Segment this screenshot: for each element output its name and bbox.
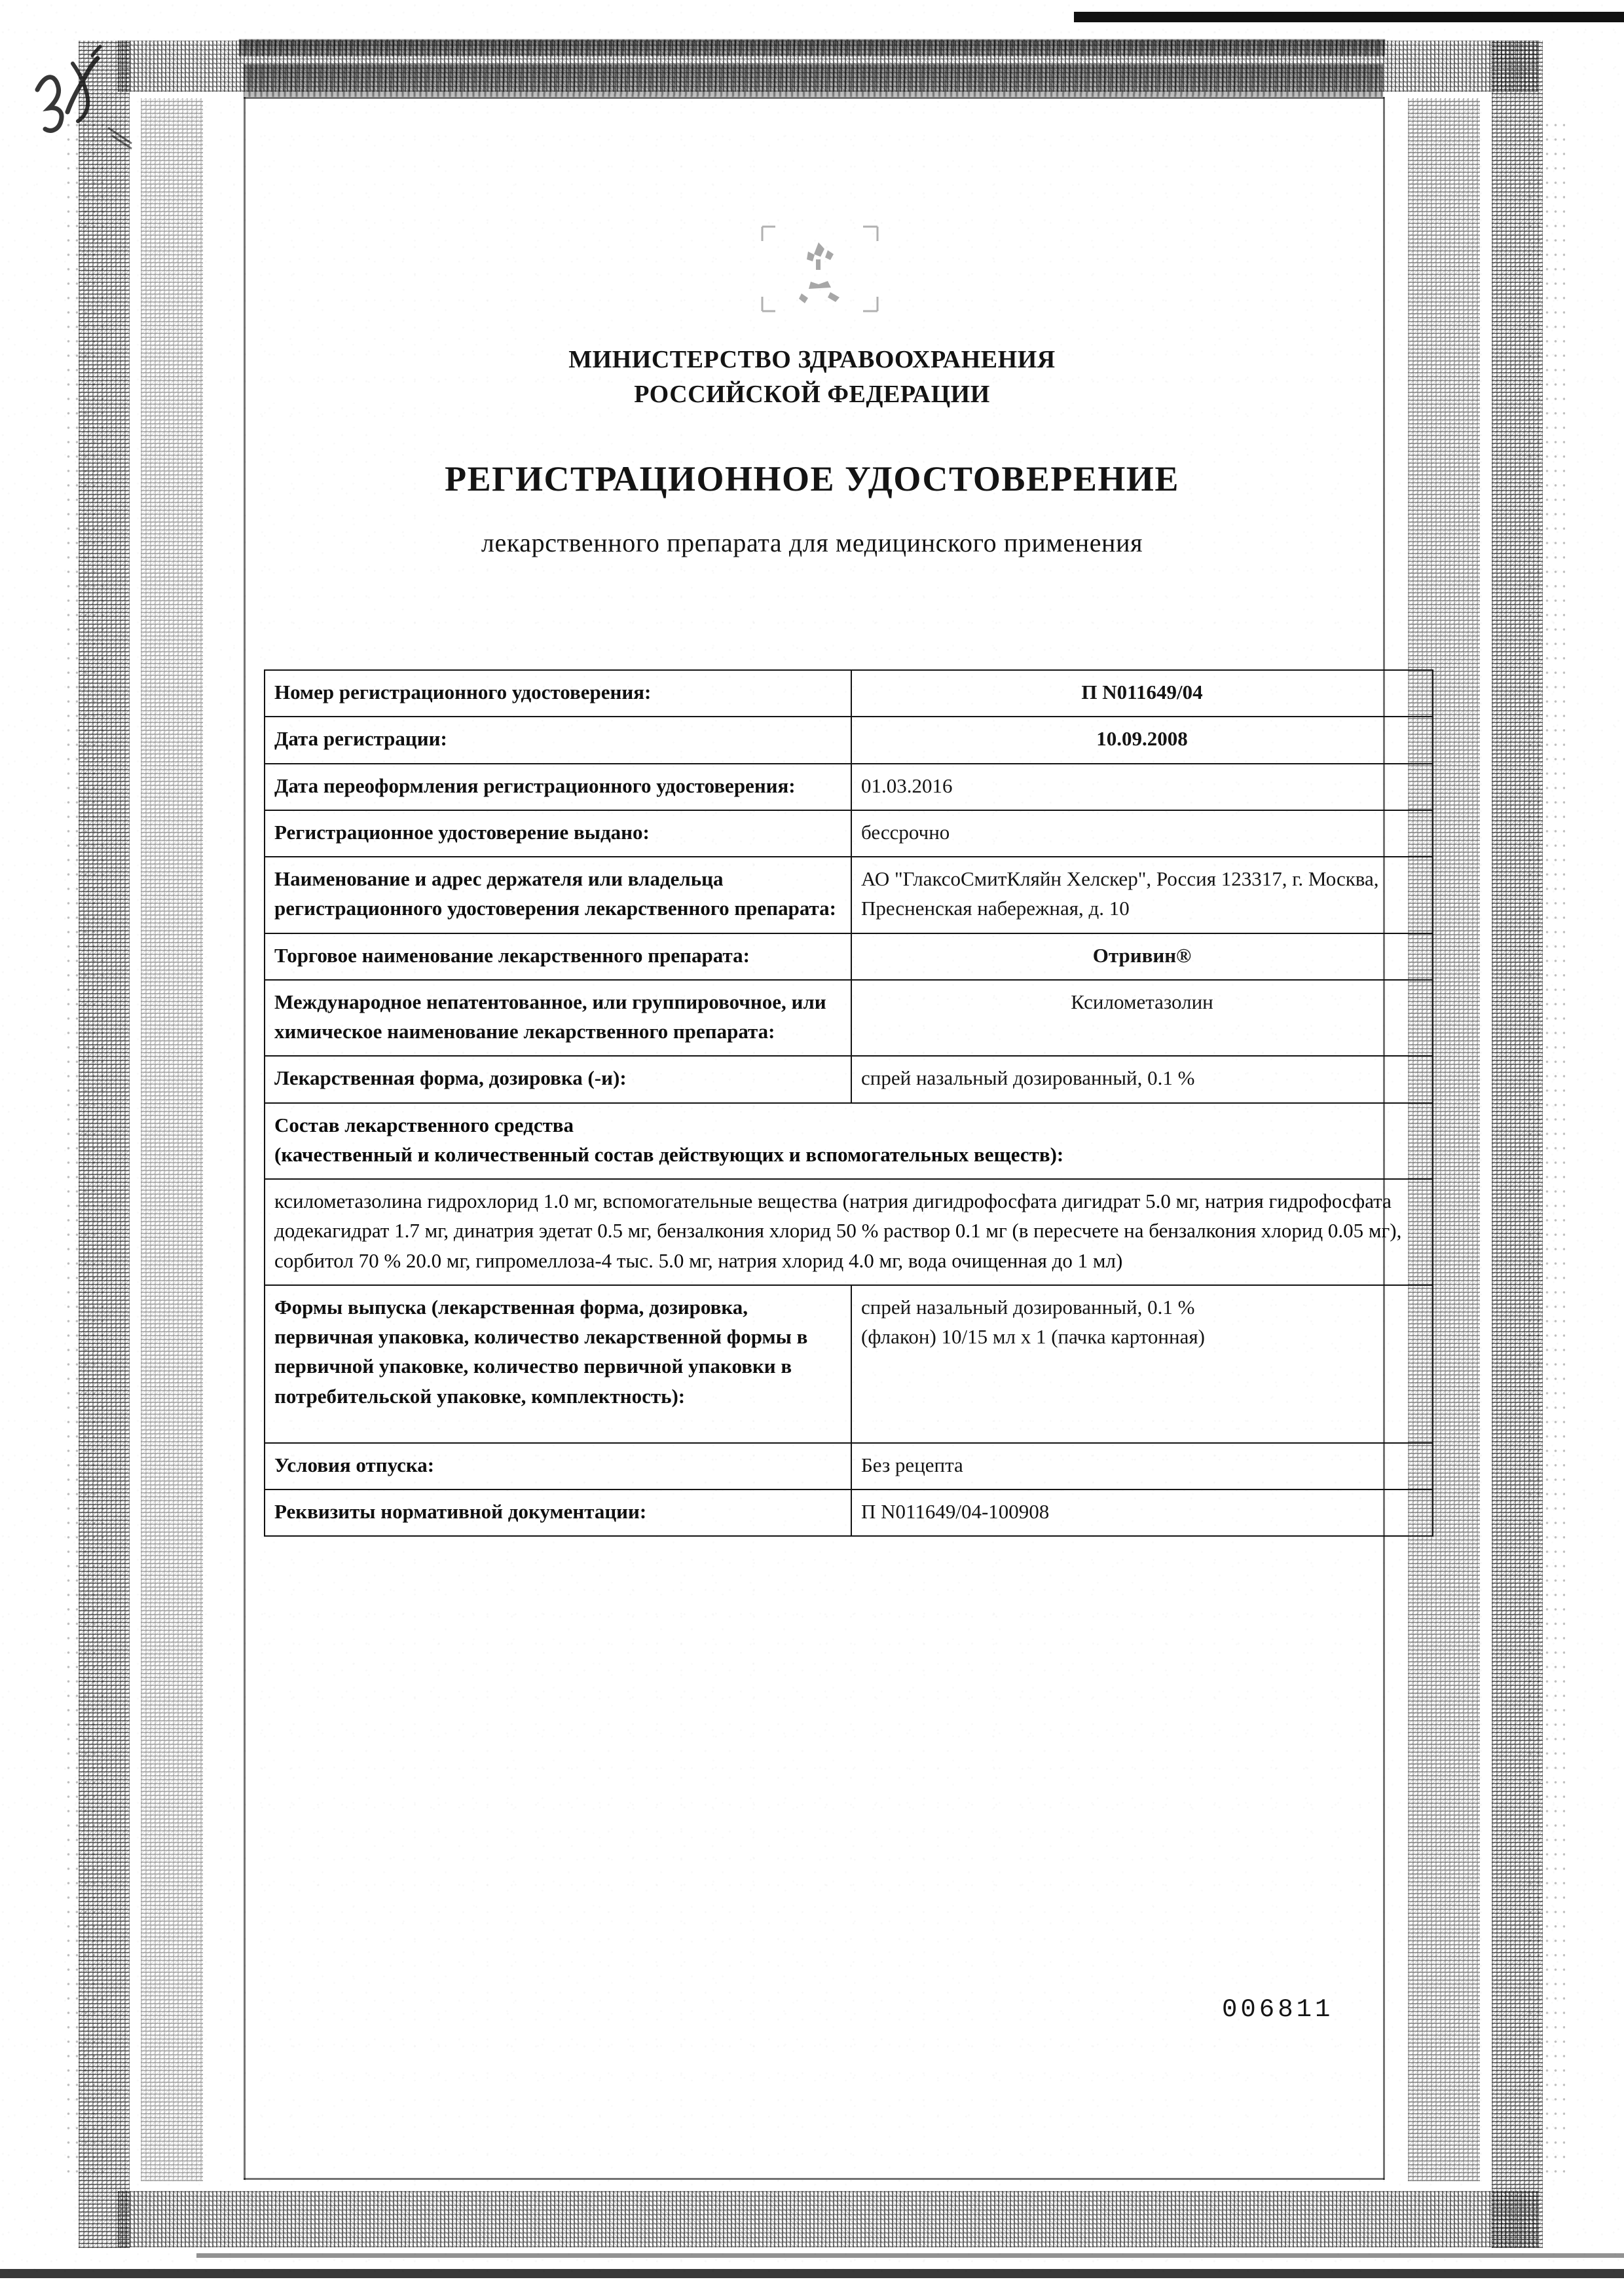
composition-header [265,1103,1433,1180]
table-row [265,1443,1433,1490]
row-label-holder: Наименование и адрес держателя или владельца регистрационного удостоверения лекарственного препарата: [265,857,851,933]
table-row [265,1285,1433,1443]
table-row-composition-body [265,1179,1433,1285]
row-label-reissue-date: Дата переоформления регистрационного удостоверения: [265,764,851,810]
row-label-registration-number: Номер регистрационного удостоверения: [265,670,851,717]
row-label-registration-date: Дата регистрации: [265,717,851,763]
registration-details-table [264,669,1433,1537]
composition-header-line-2: (качественный и количественный состав действующих и вспомогательных веществ): [274,1142,1064,1166]
row-value-trade-name: Отривин® [851,933,1433,980]
row-value-registration-number: П N011649/04 [851,670,1433,717]
composition-body: ксилометазолина гидрохлорид 1.0 мг, вспомогательные вещества (натрия дигидрофосфата дигидрат 5.0 мг, натрия гидрофосфата додекагидрат 1.7 мг, динатрия эдетат 0.5 мг, бензалкония хлорид 50 % раствор 0.1 мг (в пересчете на бензалкония хлорид 0.05 мг), сорбитол 70 % 20.0 мг, гипромеллоза-4 тыс. 5.0 мг, натрия хлорид 4.0 мг, вода очищенная до 1 мл) [265,1179,1433,1285]
row-label-validity: Регистрационное удостоверение выдано: [265,810,851,857]
row-value-validity: бессрочно [851,810,1433,857]
row-label-normative-doc: Реквизиты нормативной документации: [265,1490,851,1536]
release-value-line-2: (флакон) 10/15 мл x 1 (пачка картонная) [861,1325,1205,1348]
row-value-registration-date: 10.09.2008 [851,717,1433,763]
page-subtitle: лекарственного препарата для медицинского применения [481,528,1143,557]
table-row [265,980,1433,1057]
table-row [265,670,1433,717]
table-row [265,764,1433,810]
page-title: РЕГИСТРАЦИОННОЕ УДОСТОВЕРЕНИЕ [445,459,1179,498]
row-value-normative-doc: П N011649/04-100908 [851,1490,1433,1536]
row-label-inn: Международное непатентованное, или группировочное, или химическое наименование лекарственного препарата: [265,980,851,1057]
table-row [265,1056,1433,1102]
table-row-composition-header [265,1103,1433,1180]
row-label-trade-name: Торговое наименование лекарственного препарата: [265,933,851,980]
release-value-line-1: спрей назальный дозированный, 0.1 % [861,1295,1195,1319]
table-row [265,1490,1433,1536]
row-value-release-forms [851,1285,1433,1443]
row-label-dispensing: Условия отпуска: [265,1443,851,1490]
table-row [265,717,1433,763]
row-label-dosage-form: Лекарственная форма, дозировка (-и): [265,1056,851,1102]
row-value-holder: АО "ГлаксоСмитКляйн Хелскер", Россия 123317, г. Москва, Пресненская набережная, д. 10 [851,857,1433,933]
table-row [265,857,1433,933]
row-value-inn: Ксилометазолин [851,980,1433,1057]
table-row [265,933,1433,980]
row-label-release-forms: Формы выпуска (лекарственная форма, дозировка, первичная упаковка, количество лекарственной формы в первичной упаковке, количество первичной упаковки в потребительской упаковке, комплектность): [265,1285,851,1443]
table-row [265,810,1433,857]
row-value-dispensing: Без рецепта [851,1443,1433,1490]
coat-of-arms-emblem-icon [753,221,887,316]
row-value-dosage-form: спрей назальный дозированный, 0.1 % [851,1056,1433,1102]
row-value-reissue-date: 01.03.2016 [851,764,1433,810]
ministry-line-1: МИНИСТЕРСТВО ЗДРАВООХРАНЕНИЯ [568,346,1056,373]
ministry-line-2: РОССИЙСКОЙ ФЕДЕРАЦИИ [634,381,990,408]
composition-header-line-1: Состав лекарственного средства [274,1113,574,1136]
serial-number: 006811 [1222,1995,1334,2024]
